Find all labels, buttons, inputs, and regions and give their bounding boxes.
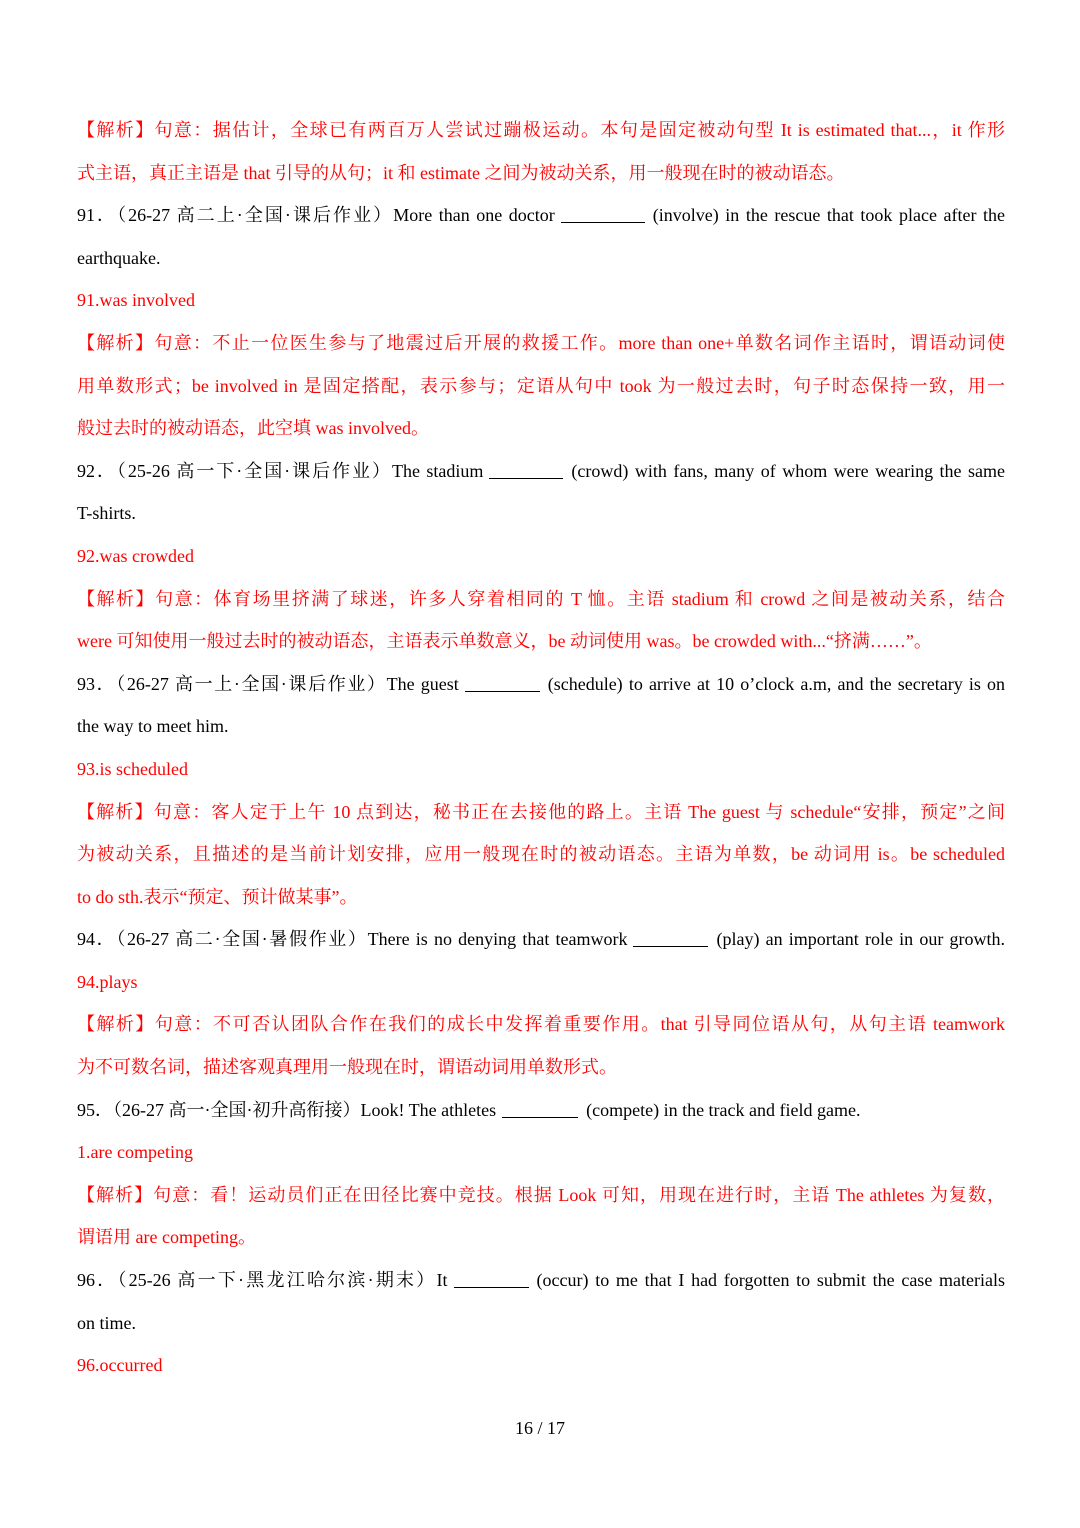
question-line: on time. — [77, 1312, 136, 1333]
answer-line: 96.occurred — [77, 1355, 163, 1376]
question-line — [77, 1089, 1005, 1132]
analysis-line: 谓语用 are competing。 — [77, 1227, 256, 1248]
analysis-line: 【解析】句意：看！运动员们正在田径比赛中竞技。根据 Look 可知，用现在进行时，主语 The athletes 为复数， — [77, 1184, 1005, 1205]
question-stem: 92．（25-26 高一下·全国·课后作业）The stadium — [77, 460, 484, 481]
analysis-line: 【解析】句意：体育场里挤满了球迷，许多人穿着相同的 T 恤。主语 stadium 和 crowd 之间是被动关系，结合 — [77, 588, 1005, 609]
answer-line: 94.plays — [77, 971, 138, 992]
answer-line: 92.was crowded — [77, 545, 194, 566]
analysis-line: to do sth.表示“预定、预计做某事”。 — [77, 886, 358, 907]
question-stem-cont: (schedule) to arrive at 10 o’clock a.m, and the secretary is on — [547, 673, 1005, 694]
answer-blank — [502, 1099, 578, 1118]
answer-blank — [454, 1269, 529, 1288]
answer-line: 91.was involved — [77, 290, 195, 311]
question-line — [77, 450, 1005, 493]
question-line: the way to meet him. — [77, 716, 229, 737]
analysis-line: 用单数形式；be involved in 是固定搭配，表示参与；定语从句中 took 为一般过去时，句子时态保持一致，用一 — [77, 375, 1005, 396]
answer-blank — [465, 673, 540, 692]
question-line: T-shirts. — [77, 503, 136, 524]
answer-line: 1.are competing — [77, 1142, 193, 1163]
question-line: earthquake. — [77, 247, 161, 268]
question-line — [77, 663, 1005, 706]
page-number: 16 / 17 — [514, 1418, 565, 1438]
analysis-line: 般过去时的被动语态，此空填 was involved。 — [77, 418, 429, 439]
question-stem-cont: (involve) in the rescue that took place after the — [652, 205, 1005, 226]
question-stem-cont: (play) an important role in our growth. — [716, 929, 1005, 950]
analysis-line: 式主语，真正主语是 that 引导的从句；it 和 estimate 之间为被动关系，用一般现在时的被动语态。 — [77, 162, 845, 183]
question-line — [77, 918, 1005, 961]
question-stem: 96．（25-26 高一下·黑龙江哈尔滨·期末）It — [77, 1270, 448, 1291]
question-stem: 94．（26-27 高二·全国·暑假作业）There is no denying that teamwork — [77, 929, 628, 950]
analysis-line: 【解析】句意：不可否认团队合作在我们的成长中发挥着重要作用。that 引导同位语从句，从句主语 teamwork — [77, 1014, 1005, 1035]
answer-line: 93.is scheduled — [77, 758, 188, 779]
question-line — [77, 1259, 1005, 1302]
question-stem: 93．（26-27 高一上·全国·课后作业）The guest — [77, 673, 459, 694]
question-line — [77, 194, 1005, 237]
analysis-line: 【解析】句意：客人定于上午 10 点到达，秘书正在去接他的路上。主语 The guest 与 schedule“安排，预定”之间 — [77, 801, 1005, 822]
question-stem: 95．（26-27 高一·全国·初升高衔接）Look! The athletes — [77, 1099, 497, 1120]
answer-blank — [489, 460, 563, 479]
analysis-line: 为被动关系，且描述的是当前计划安排，应用一般现在时的被动语态。主语为单数，be 动词用 is。be scheduled — [77, 844, 1005, 865]
document-body — [77, 109, 1005, 1387]
answer-blank — [561, 204, 645, 223]
question-stem-cont: (occur) to me that I had forgotten to submit the case materials — [536, 1270, 1005, 1291]
question-stem: 91．（26-27 高二上·全国·课后作业）More than one doctor — [77, 205, 555, 226]
analysis-line: 为不可数名词，描述客观真理用一般现在时，谓语动词用单数形式。 — [77, 1057, 617, 1078]
analysis-line: were 可知使用一般过去时的被动语态，主语表示单数意义，be 动词使用 was。be crowded with...“挤满……”。 — [77, 631, 932, 652]
analysis-line: 【解析】句意：不止一位医生参与了地震过后开展的救援工作。more than one+单数名词作主语时，谓语动词使 — [77, 332, 1005, 353]
analysis-line: 【解析】句意：据估计，全球已有两百万人尝试过蹦极运动。本句是固定被动句型 It is estimated that...，it 作形 — [77, 120, 1005, 140]
question-stem-cont: (compete) in the track and field game. — [586, 1099, 861, 1120]
question-stem-cont: (crowd) with fans, many of whom were wearing the same — [571, 460, 1005, 481]
answer-blank — [633, 928, 708, 947]
